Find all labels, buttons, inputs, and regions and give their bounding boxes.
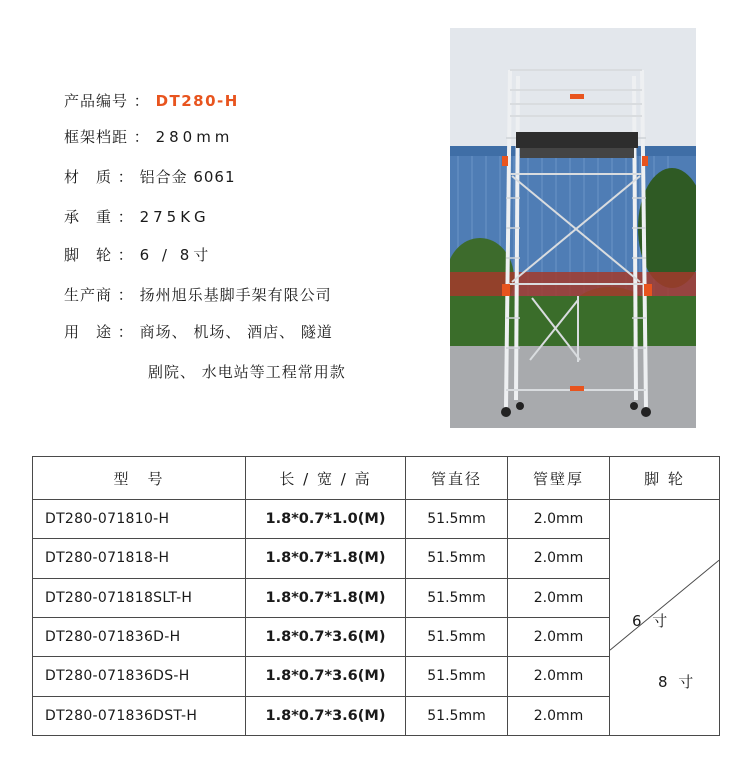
spec-table [32,456,720,736]
thickness-cell: 2.0mm [508,657,610,696]
model-cell: DT280-071836D-H [33,617,246,656]
spec-label: 材 质 ： [64,168,134,186]
thickness-cell: 2.0mm [508,617,610,656]
dimension-cell: 1.8*0.7*1.0(M) [246,500,406,539]
spec-label: 产品编号 ： [64,92,150,110]
spec-label: 脚 轮 ： [64,246,134,264]
thickness-cell: 2.0mm [508,500,610,539]
thickness-cell: 2.0mm [508,578,610,617]
header-wall-thickness: 管壁厚 [508,457,610,500]
header-dimensions: 长 / 宽 / 高 [246,457,406,500]
spec-value: 铝合金 6061 [139,168,236,186]
model-cell: DT280-071836DST-H [33,696,246,735]
model-cell: DT280-071810-H [33,500,246,539]
spec-value: 剧院、 水电站等工程常用款 [148,363,346,381]
spec-value: 6 / 8寸 [139,246,213,264]
header-tube-diameter: 管直径 [406,457,508,500]
spec-label: 承 重 ： [64,208,134,226]
header-model: 型 号 [33,457,246,500]
spec-label: 用 途 ： [64,323,134,341]
spec-wheel [64,244,212,265]
spec-manufacturer [64,284,332,305]
diameter-cell: 51.5mm [406,578,508,617]
spec-value: 275KG [139,208,210,226]
spec-product-code [64,90,239,111]
spec-label: 生产商 ： [64,286,134,304]
dimension-cell: 1.8*0.7*3.6(M) [246,617,406,656]
wheel-8-label: 8 寸 [658,673,697,691]
diameter-cell: 51.5mm [406,617,508,656]
thickness-cell: 2.0mm [508,696,610,735]
header-wheel: 脚 轮 [610,457,720,500]
dimension-cell: 1.8*0.7*1.8(M) [246,539,406,578]
model-cell: DT280-071818-H [33,539,246,578]
scaffold-illustration [450,28,696,428]
table-row [33,500,720,539]
spec-material [64,166,236,187]
spec-value: 商场、 机场、 酒店、 隧道 [139,323,333,341]
model-cell: DT280-071818SLT-H [33,578,246,617]
dimension-cell: 1.8*0.7*3.6(M) [246,696,406,735]
spec-value: 280mm [155,128,234,146]
diameter-cell: 51.5mm [406,500,508,539]
model-cell: DT280-071836DS-H [33,657,246,696]
thickness-cell: 2.0mm [508,539,610,578]
spec-usage-continued [148,361,346,382]
spec-label: 框架档距 ： [64,128,150,146]
diameter-cell: 51.5mm [406,696,508,735]
dimension-cell: 1.8*0.7*3.6(M) [246,657,406,696]
diameter-cell: 51.5mm [406,539,508,578]
diameter-cell: 51.5mm [406,657,508,696]
spec-load [64,206,210,227]
product-photo [450,28,696,428]
product-code-value: DT280-H [155,92,239,110]
wheel-6-label: 6 寸 [632,612,671,630]
spec-frame-spacing [64,126,233,147]
table-header-row [33,457,720,500]
wheel-cell [610,500,720,736]
spec-value: 扬州旭乐基脚手架有限公司 [139,286,332,304]
dimension-cell: 1.8*0.7*1.8(M) [246,578,406,617]
spec-usage [64,321,333,342]
